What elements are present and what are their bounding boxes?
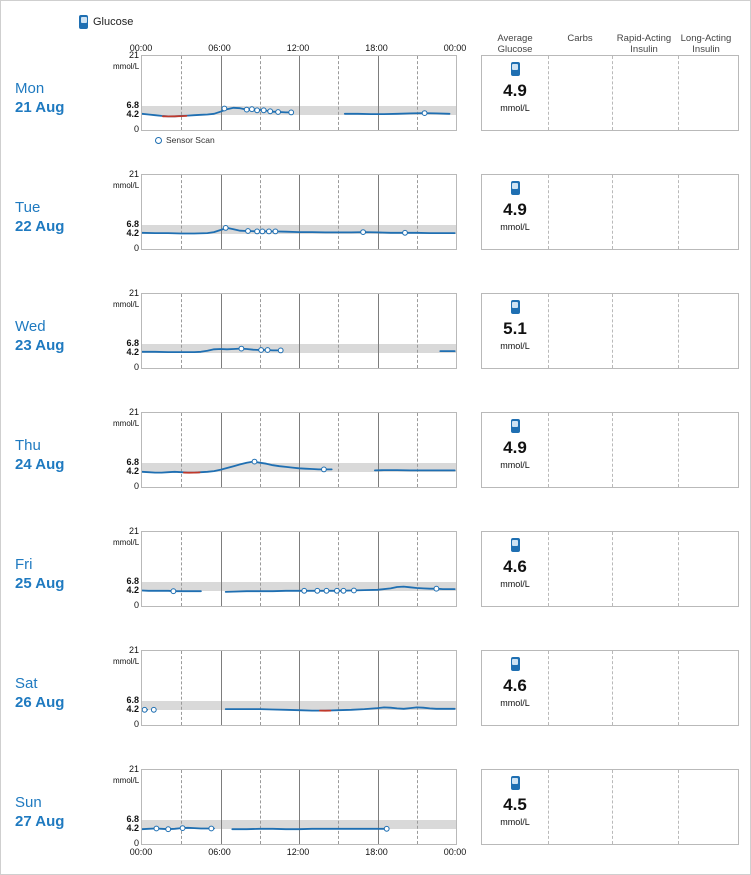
x-axis-tick: 00:00 <box>443 847 467 857</box>
average-glucose-units: mmol/L <box>500 103 530 113</box>
y-axis-units: mmol/L <box>113 181 140 190</box>
day-label <box>15 436 101 474</box>
meter-icon <box>511 62 520 76</box>
day-of-week: Wed <box>15 318 46 335</box>
y-axis-tick: 21 <box>128 407 139 417</box>
day-date: 27 Aug <box>15 813 65 830</box>
y-axis-tick: 6.8 <box>126 814 139 825</box>
summary-divider <box>612 651 613 725</box>
x-axis-tick: 00:00 <box>129 847 153 857</box>
column-header-average-glucose: Average Glucose <box>497 33 533 55</box>
day-of-week: Fri <box>15 556 33 573</box>
y-axis-tick: 21 <box>128 169 139 179</box>
y-axis-tick: 6.8 <box>126 695 139 706</box>
x-axis-tick: 18:00 <box>365 847 388 857</box>
average-glucose-units: mmol/L <box>500 579 530 589</box>
x-axis <box>129 43 467 55</box>
average-glucose-cell <box>482 532 548 608</box>
y-axis-units: mmol/L <box>113 300 140 309</box>
day-chart <box>113 761 467 857</box>
glucose-plot <box>141 769 457 845</box>
average-glucose-units: mmol/L <box>500 817 530 827</box>
day-summary <box>481 412 739 488</box>
day-row <box>1 523 751 623</box>
meter-icon <box>511 419 520 433</box>
summary-divider <box>612 770 613 844</box>
y-axis-tick: 4.2 <box>126 823 139 834</box>
average-glucose-value: 4.9 <box>503 438 527 457</box>
day-chart <box>113 404 457 496</box>
y-axis-tick: 0 <box>133 124 139 134</box>
day-chart <box>113 43 467 145</box>
summary-divider <box>548 532 549 606</box>
average-glucose-value: 4.9 <box>503 81 527 100</box>
summary-divider <box>678 651 679 725</box>
summary-divider <box>612 532 613 606</box>
y-axis-tick: 4.2 <box>126 347 139 358</box>
y-axis-units: mmol/L <box>113 776 140 785</box>
day-summary <box>481 769 739 845</box>
summary-divider <box>678 532 679 606</box>
meter-icon <box>511 538 520 552</box>
average-glucose-cell <box>482 770 548 846</box>
glucose-trace <box>142 532 456 606</box>
day-row <box>1 404 751 504</box>
y-axis-tick: 6.8 <box>126 576 139 587</box>
day-row <box>1 761 751 861</box>
meter-icon <box>511 181 520 195</box>
x-axis-tick: 00:00 <box>129 43 153 53</box>
y-axis-tick: 0 <box>133 481 139 491</box>
average-glucose-value: 4.9 <box>503 200 527 219</box>
average-glucose-units: mmol/L <box>500 341 530 351</box>
glucose-trace <box>142 294 456 368</box>
day-label <box>15 793 101 831</box>
sensor-scan-label: Sensor Scan <box>166 135 215 145</box>
day-date: 26 Aug <box>15 694 65 711</box>
day-of-week: Tue <box>15 199 41 216</box>
y-axis-tick: 4.2 <box>126 704 139 715</box>
day-summary <box>481 55 739 131</box>
day-label <box>15 674 101 712</box>
meter-icon <box>79 15 88 29</box>
y-axis-units: mmol/L <box>113 538 140 547</box>
day-date: 23 Aug <box>15 337 65 354</box>
day-row <box>1 285 751 385</box>
summary-divider <box>612 56 613 130</box>
average-glucose-value: 5.1 <box>503 319 527 338</box>
sensor-scan-icon <box>155 137 162 144</box>
average-glucose-cell <box>482 56 548 132</box>
x-axis-tick: 12:00 <box>286 847 310 857</box>
y-axis-units: mmol/L <box>113 657 140 666</box>
glucose-plot <box>141 412 457 488</box>
day-of-week: Sat <box>15 675 38 692</box>
day-label <box>15 198 101 236</box>
sensor-scan-legend <box>155 135 215 145</box>
x-axis <box>129 847 467 859</box>
y-axis-units: mmol/L <box>113 62 140 71</box>
glucose-trace <box>142 56 456 130</box>
x-axis-tick: 12:00 <box>286 43 310 53</box>
glucose-trace <box>142 175 456 249</box>
meter-icon <box>511 657 520 671</box>
y-axis-tick: 6.8 <box>126 338 139 349</box>
day-of-week: Sun <box>15 794 42 811</box>
x-axis-tick: 06:00 <box>208 43 231 53</box>
day-of-week: Mon <box>15 80 45 97</box>
summary-divider <box>612 175 613 249</box>
y-axis-tick: 6.8 <box>126 100 139 111</box>
y-axis-tick: 0 <box>133 600 139 610</box>
day-summary <box>481 531 739 607</box>
glucose-plot <box>141 650 457 726</box>
glucose-plot <box>141 174 457 250</box>
summary-divider <box>548 56 549 130</box>
y-axis-tick: 21 <box>128 50 139 60</box>
average-glucose-cell <box>482 175 548 251</box>
summary-divider <box>612 413 613 487</box>
summary-divider <box>678 56 679 130</box>
glucose-trace <box>142 651 456 725</box>
day-chart <box>113 523 457 615</box>
average-glucose-value: 4.5 <box>503 795 527 814</box>
y-axis-tick: 4.2 <box>126 228 139 239</box>
y-axis-tick: 21 <box>128 645 139 655</box>
average-glucose-units: mmol/L <box>500 222 530 232</box>
summary-divider <box>548 770 549 844</box>
y-axis-tick: 0 <box>133 838 139 848</box>
average-glucose-units: mmol/L <box>500 698 530 708</box>
glucose-trace <box>142 770 456 844</box>
y-axis-tick: 21 <box>128 764 139 774</box>
summary-divider <box>548 651 549 725</box>
average-glucose-cell <box>482 413 548 489</box>
summary-divider <box>678 294 679 368</box>
day-chart <box>113 642 457 734</box>
x-axis-tick: 00:00 <box>443 43 467 53</box>
y-axis-tick: 4.2 <box>126 585 139 596</box>
y-axis-tick: 4.2 <box>126 466 139 477</box>
day-summary <box>481 650 739 726</box>
y-axis-tick: 6.8 <box>126 457 139 468</box>
y-axis-tick: 6.8 <box>126 219 139 230</box>
summary-divider <box>548 413 549 487</box>
summary-divider <box>678 770 679 844</box>
day-chart <box>113 285 457 377</box>
glucose-plot <box>141 55 457 131</box>
meter-icon <box>511 776 520 790</box>
y-axis-tick: 21 <box>128 526 139 536</box>
average-glucose-cell <box>482 294 548 370</box>
glucose-trace <box>142 413 456 487</box>
glucose-legend <box>79 15 133 29</box>
y-axis-tick: 0 <box>133 719 139 729</box>
average-glucose-value: 4.6 <box>503 676 527 695</box>
glucose-plot <box>141 531 457 607</box>
day-label <box>15 555 101 593</box>
y-axis-tick: 4.2 <box>126 109 139 120</box>
glucose-plot <box>141 293 457 369</box>
glucose-legend-label: Glucose <box>93 16 134 28</box>
summary-divider <box>678 175 679 249</box>
column-header-long-acting-insulin: Long-Acting Insulin <box>680 33 732 55</box>
day-summary <box>481 174 739 250</box>
day-summary <box>481 293 739 369</box>
day-label <box>15 79 101 117</box>
column-header-carbs: Carbs <box>567 33 593 44</box>
day-row <box>1 166 751 266</box>
summary-divider <box>548 175 549 249</box>
summary-divider <box>612 294 613 368</box>
day-date: 25 Aug <box>15 575 65 592</box>
x-axis-tick: 06:00 <box>208 847 231 857</box>
x-axis-tick: 18:00 <box>365 43 388 53</box>
y-axis-tick: 21 <box>128 288 139 298</box>
y-axis-tick: 0 <box>133 362 139 372</box>
day-chart <box>113 166 457 258</box>
day-date: 24 Aug <box>15 456 65 473</box>
y-axis-tick: 0 <box>133 243 139 253</box>
summary-divider <box>678 413 679 487</box>
column-header-rapid-acting-insulin: Rapid-Acting Insulin <box>616 33 672 55</box>
day-of-week: Thu <box>15 437 41 454</box>
day-date: 21 Aug <box>15 99 65 116</box>
day-row <box>1 642 751 742</box>
average-glucose-units: mmol/L <box>500 460 530 470</box>
day-label <box>15 317 101 355</box>
meter-icon <box>511 300 520 314</box>
average-glucose-value: 4.6 <box>503 557 527 576</box>
y-axis-units: mmol/L <box>113 419 140 428</box>
summary-divider <box>548 294 549 368</box>
average-glucose-cell <box>482 651 548 727</box>
day-date: 22 Aug <box>15 218 65 235</box>
